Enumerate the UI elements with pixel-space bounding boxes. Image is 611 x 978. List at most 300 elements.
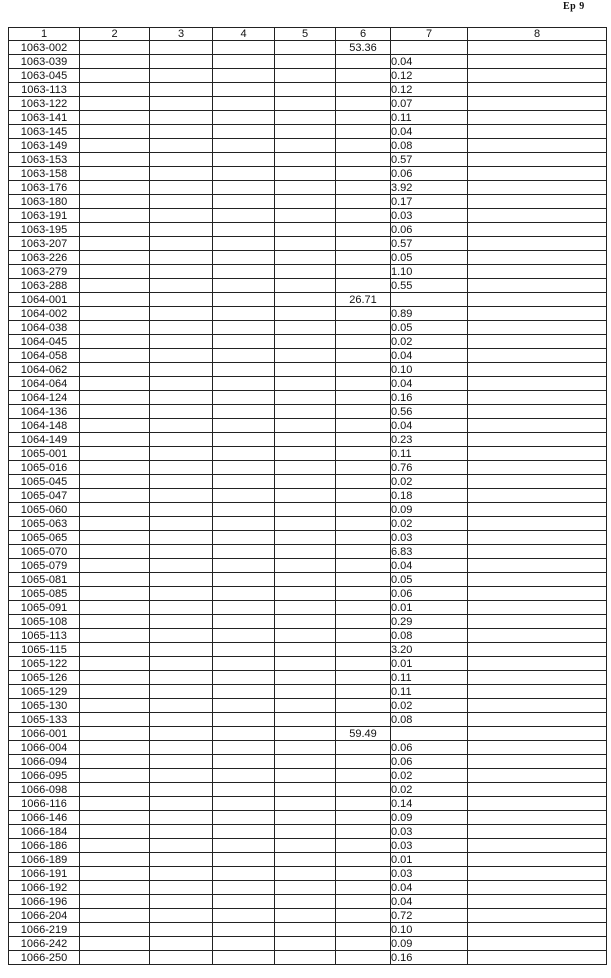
- column-7-value-cell: 1.10: [391, 265, 468, 279]
- column-5-cell: [275, 713, 336, 727]
- column-5-cell: [275, 307, 336, 321]
- column-4-cell: [213, 755, 275, 769]
- column-7-value-cell: 0.05: [391, 321, 468, 335]
- parcel-id-cell: 1066-219: [9, 923, 80, 937]
- parcel-id-cell: 1065-133: [9, 713, 80, 727]
- column-2-cell: [80, 601, 150, 615]
- column-6-value-cell: [336, 265, 391, 279]
- column-7-value-cell: 3.20: [391, 643, 468, 657]
- column-2-cell: [80, 55, 150, 69]
- parcel-id-cell: 1065-047: [9, 489, 80, 503]
- column-7-value-cell: 0.06: [391, 167, 468, 181]
- column-3-cell: [150, 419, 213, 433]
- column-3-cell: [150, 937, 213, 951]
- column-3-cell: [150, 279, 213, 293]
- column-7-value-cell: 0.17: [391, 195, 468, 209]
- column-3-cell: [150, 531, 213, 545]
- column-6-value-cell: [336, 419, 391, 433]
- column-2-cell: [80, 629, 150, 643]
- column-3-cell: [150, 881, 213, 895]
- table-row: [9, 167, 607, 181]
- column-5-cell: [275, 937, 336, 951]
- column-6-value-cell: [336, 811, 391, 825]
- column-2-cell: [80, 545, 150, 559]
- column-3-cell: [150, 139, 213, 153]
- table-row: [9, 559, 607, 573]
- column-6-value-cell: [336, 251, 391, 265]
- column-6-value-cell: [336, 195, 391, 209]
- column-7-value-cell: 0.29: [391, 615, 468, 629]
- column-7-value-cell: 0.05: [391, 251, 468, 265]
- column-5-cell: [275, 335, 336, 349]
- parcel-id-cell: 1066-204: [9, 909, 80, 923]
- column-5-cell: [275, 517, 336, 531]
- table-row: [9, 629, 607, 643]
- column-3-cell: [150, 181, 213, 195]
- column-3-cell: [150, 405, 213, 419]
- column-8-cell: [468, 363, 607, 377]
- column-2-cell: [80, 531, 150, 545]
- column-3-cell: [150, 321, 213, 335]
- column-4-cell: [213, 125, 275, 139]
- column-8-cell: [468, 517, 607, 531]
- column-8-cell: [468, 881, 607, 895]
- table-row: [9, 251, 607, 265]
- parcel-table: [8, 27, 607, 965]
- column-8-cell: [468, 125, 607, 139]
- column-7-value-cell: 0.04: [391, 559, 468, 573]
- column-5-cell: [275, 489, 336, 503]
- parcel-id-cell: 1064-136: [9, 405, 80, 419]
- column-2-cell: [80, 153, 150, 167]
- column-7-value-cell: 0.04: [391, 895, 468, 909]
- column-5-cell: [275, 867, 336, 881]
- table-row: [9, 419, 607, 433]
- column-2-cell: [80, 657, 150, 671]
- table-row: [9, 909, 607, 923]
- column-7-value-cell: 0.02: [391, 769, 468, 783]
- column-4-cell: [213, 615, 275, 629]
- column-4-cell: [213, 643, 275, 657]
- parcel-id-cell: 1065-129: [9, 685, 80, 699]
- column-7-value-cell: 0.10: [391, 923, 468, 937]
- column-3-cell: [150, 867, 213, 881]
- column-5-cell: [275, 83, 336, 97]
- parcel-id-cell: 1066-146: [9, 811, 80, 825]
- table-row: [9, 83, 607, 97]
- column-2-cell: [80, 881, 150, 895]
- parcel-id-cell: 1065-016: [9, 461, 80, 475]
- column-8-cell: [468, 643, 607, 657]
- table-row: [9, 601, 607, 615]
- column-5-cell: [275, 783, 336, 797]
- column-6-value-cell: [336, 909, 391, 923]
- column-3-cell: [150, 643, 213, 657]
- column-4-cell: [213, 195, 275, 209]
- column-8-cell: [468, 671, 607, 685]
- column-7-value-cell: 0.06: [391, 741, 468, 755]
- column-5-cell: [275, 643, 336, 657]
- column-6-value-cell: [336, 923, 391, 937]
- table-row: [9, 769, 607, 783]
- parcel-id-cell: 1066-095: [9, 769, 80, 783]
- column-5-cell: [275, 755, 336, 769]
- column-6-value-cell: [336, 461, 391, 475]
- column-6-value-cell: [336, 937, 391, 951]
- column-7-value-cell: 0.08: [391, 139, 468, 153]
- column-4-cell: [213, 937, 275, 951]
- column-6-value-cell: [336, 853, 391, 867]
- column-5-cell: [275, 223, 336, 237]
- parcel-id-cell: 1063-145: [9, 125, 80, 139]
- column-4-cell: [213, 769, 275, 783]
- column-header-3: 3: [150, 28, 213, 41]
- parcel-id-cell: 1066-004: [9, 741, 80, 755]
- column-8-cell: [468, 657, 607, 671]
- column-8-cell: [468, 349, 607, 363]
- column-3-cell: [150, 517, 213, 531]
- column-8-cell: [468, 867, 607, 881]
- column-4-cell: [213, 713, 275, 727]
- column-2-cell: [80, 209, 150, 223]
- table-row: [9, 447, 607, 461]
- column-6-value-cell: [336, 139, 391, 153]
- column-8-cell: [468, 55, 607, 69]
- column-2-cell: [80, 293, 150, 307]
- parcel-id-cell: 1063-045: [9, 69, 80, 83]
- parcel-id-cell: 1066-094: [9, 755, 80, 769]
- parcel-id-cell: 1063-158: [9, 167, 80, 181]
- table-row: [9, 797, 607, 811]
- column-2-cell: [80, 713, 150, 727]
- table-row: [9, 755, 607, 769]
- column-5-cell: [275, 125, 336, 139]
- column-5-cell: [275, 461, 336, 475]
- column-7-value-cell: 0.01: [391, 853, 468, 867]
- table-row: [9, 335, 607, 349]
- parcel-id-cell: 1066-250: [9, 951, 80, 965]
- column-4-cell: [213, 55, 275, 69]
- column-header-5: 5: [275, 28, 336, 41]
- column-7-value-cell: 0.76: [391, 461, 468, 475]
- column-4-cell: [213, 825, 275, 839]
- column-6-value-cell: [336, 391, 391, 405]
- column-2-cell: [80, 41, 150, 55]
- table-row: [9, 97, 607, 111]
- column-2-cell: [80, 951, 150, 965]
- column-4-cell: [213, 503, 275, 517]
- column-4-cell: [213, 433, 275, 447]
- table-row: [9, 265, 607, 279]
- column-2-cell: [80, 405, 150, 419]
- column-4-cell: [213, 895, 275, 909]
- column-6-value-cell: [336, 111, 391, 125]
- column-5-cell: [275, 111, 336, 125]
- column-7-value-cell: 6.83: [391, 545, 468, 559]
- column-4-cell: [213, 83, 275, 97]
- column-3-cell: [150, 839, 213, 853]
- column-7-value-cell: 0.02: [391, 699, 468, 713]
- column-6-value-cell: [336, 587, 391, 601]
- column-8-cell: [468, 335, 607, 349]
- parcel-id-cell: 1063-226: [9, 251, 80, 265]
- parcel-id-cell: 1065-001: [9, 447, 80, 461]
- parcel-id-cell: 1063-207: [9, 237, 80, 251]
- column-6-value-cell: 53.36: [336, 41, 391, 55]
- table-row: [9, 671, 607, 685]
- column-7-value-cell: 0.05: [391, 573, 468, 587]
- column-8-cell: [468, 895, 607, 909]
- column-6-value-cell: [336, 629, 391, 643]
- column-3-cell: [150, 629, 213, 643]
- table-row: [9, 391, 607, 405]
- column-8-cell: [468, 937, 607, 951]
- column-8-cell: [468, 251, 607, 265]
- column-5-cell: [275, 419, 336, 433]
- parcel-id-cell: 1063-288: [9, 279, 80, 293]
- parcel-id-cell: 1065-113: [9, 629, 80, 643]
- table-row: [9, 839, 607, 853]
- column-3-cell: [150, 545, 213, 559]
- column-3-cell: [150, 391, 213, 405]
- column-8-cell: [468, 433, 607, 447]
- column-4-cell: [213, 405, 275, 419]
- parcel-id-cell: 1066-189: [9, 853, 80, 867]
- column-2-cell: [80, 769, 150, 783]
- table-row: [9, 489, 607, 503]
- column-6-value-cell: [336, 55, 391, 69]
- table-row: [9, 69, 607, 83]
- column-2-cell: [80, 475, 150, 489]
- column-6-value-cell: [336, 657, 391, 671]
- column-7-value-cell: 0.14: [391, 797, 468, 811]
- table-row: [9, 811, 607, 825]
- column-7-value-cell: 0.57: [391, 153, 468, 167]
- column-6-value-cell: [336, 699, 391, 713]
- column-6-value-cell: [336, 433, 391, 447]
- parcel-id-cell: 1066-186: [9, 839, 80, 853]
- table-row: [9, 699, 607, 713]
- column-7-value-cell: 0.55: [391, 279, 468, 293]
- table-row: [9, 615, 607, 629]
- column-7-value-cell: 0.03: [391, 825, 468, 839]
- column-7-value-cell: 0.03: [391, 209, 468, 223]
- parcel-id-cell: 1064-058: [9, 349, 80, 363]
- parcel-id-cell: 1065-085: [9, 587, 80, 601]
- parcel-id-cell: 1063-141: [9, 111, 80, 125]
- column-3-cell: [150, 503, 213, 517]
- column-5-cell: [275, 293, 336, 307]
- column-2-cell: [80, 125, 150, 139]
- column-7-value-cell: 0.16: [391, 951, 468, 965]
- column-8-cell: [468, 811, 607, 825]
- column-header-2: 2: [80, 28, 150, 41]
- column-3-cell: [150, 587, 213, 601]
- column-8-cell: [468, 279, 607, 293]
- column-2-cell: [80, 937, 150, 951]
- column-4-cell: [213, 447, 275, 461]
- column-6-value-cell: 59.49: [336, 727, 391, 741]
- column-7-value-cell: 0.04: [391, 55, 468, 69]
- column-4-cell: [213, 223, 275, 237]
- column-4-cell: [213, 741, 275, 755]
- column-6-value-cell: [336, 755, 391, 769]
- column-3-cell: [150, 461, 213, 475]
- table-row: [9, 363, 607, 377]
- parcel-id-cell: 1063-153: [9, 153, 80, 167]
- column-2-cell: [80, 741, 150, 755]
- column-3-cell: [150, 251, 213, 265]
- column-8-cell: [468, 461, 607, 475]
- parcel-id-cell: 1065-130: [9, 699, 80, 713]
- column-5-cell: [275, 41, 336, 55]
- column-6-value-cell: [336, 153, 391, 167]
- table-row: [9, 895, 607, 909]
- column-3-cell: [150, 363, 213, 377]
- column-2-cell: [80, 923, 150, 937]
- column-4-cell: [213, 461, 275, 475]
- column-4-cell: [213, 377, 275, 391]
- column-7-value-cell: 0.02: [391, 517, 468, 531]
- column-7-value-cell: 0.57: [391, 237, 468, 251]
- column-4-cell: [213, 685, 275, 699]
- column-8-cell: [468, 503, 607, 517]
- column-7-value-cell: 0.06: [391, 223, 468, 237]
- column-7-value-cell: 0.04: [391, 881, 468, 895]
- column-6-value-cell: [336, 573, 391, 587]
- column-3-cell: [150, 713, 213, 727]
- column-6-value-cell: [336, 839, 391, 853]
- column-3-cell: [150, 489, 213, 503]
- column-8-cell: [468, 783, 607, 797]
- column-2-cell: [80, 181, 150, 195]
- parcel-id-cell: 1063-039: [9, 55, 80, 69]
- column-2-cell: [80, 699, 150, 713]
- column-2-cell: [80, 69, 150, 83]
- column-4-cell: [213, 251, 275, 265]
- column-5-cell: [275, 55, 336, 69]
- column-2-cell: [80, 811, 150, 825]
- column-3-cell: [150, 951, 213, 965]
- parcel-id-cell: 1063-195: [9, 223, 80, 237]
- table-row: [9, 293, 607, 307]
- column-8-cell: [468, 615, 607, 629]
- column-2-cell: [80, 573, 150, 587]
- column-5-cell: [275, 853, 336, 867]
- column-6-value-cell: [336, 825, 391, 839]
- parcel-id-cell: 1064-148: [9, 419, 80, 433]
- table-row: [9, 461, 607, 475]
- parcel-id-cell: 1064-064: [9, 377, 80, 391]
- column-5-cell: [275, 251, 336, 265]
- column-4-cell: [213, 69, 275, 83]
- parcel-id-cell: 1063-149: [9, 139, 80, 153]
- column-5-cell: [275, 601, 336, 615]
- column-3-cell: [150, 209, 213, 223]
- column-4-cell: [213, 209, 275, 223]
- column-4-cell: [213, 419, 275, 433]
- column-8-cell: [468, 405, 607, 419]
- column-6-value-cell: [336, 125, 391, 139]
- column-7-value-cell: 0.23: [391, 433, 468, 447]
- column-5-cell: [275, 265, 336, 279]
- table-row: [9, 307, 607, 321]
- parcel-id-cell: 1064-149: [9, 433, 80, 447]
- column-5-cell: [275, 167, 336, 181]
- column-2-cell: [80, 559, 150, 573]
- column-4-cell: [213, 601, 275, 615]
- column-4-cell: [213, 363, 275, 377]
- table-row: [9, 195, 607, 209]
- column-8-cell: [468, 741, 607, 755]
- column-3-cell: [150, 685, 213, 699]
- table-row: [9, 825, 607, 839]
- column-6-value-cell: [336, 615, 391, 629]
- column-5-cell: [275, 279, 336, 293]
- column-8-cell: [468, 265, 607, 279]
- column-8-cell: [468, 153, 607, 167]
- column-4-cell: [213, 111, 275, 125]
- column-7-value-cell: 0.09: [391, 503, 468, 517]
- column-5-cell: [275, 909, 336, 923]
- column-7-value-cell: 0.01: [391, 657, 468, 671]
- column-3-cell: [150, 55, 213, 69]
- column-6-value-cell: [336, 167, 391, 181]
- column-8-cell: [468, 531, 607, 545]
- column-8-cell: [468, 853, 607, 867]
- column-7-value-cell: 0.18: [391, 489, 468, 503]
- parcel-id-cell: 1065-081: [9, 573, 80, 587]
- column-4-cell: [213, 573, 275, 587]
- column-7-value-cell: 0.07: [391, 97, 468, 111]
- column-3-cell: [150, 111, 213, 125]
- column-5-cell: [275, 951, 336, 965]
- column-4-cell: [213, 629, 275, 643]
- column-2-cell: [80, 853, 150, 867]
- column-5-cell: [275, 881, 336, 895]
- column-3-cell: [150, 195, 213, 209]
- column-2-cell: [80, 587, 150, 601]
- parcel-id-cell: 1064-001: [9, 293, 80, 307]
- column-6-value-cell: [336, 503, 391, 517]
- table-row: [9, 573, 607, 587]
- column-3-cell: [150, 83, 213, 97]
- parcel-id-cell: 1064-045: [9, 335, 80, 349]
- column-7-value-cell: 0.11: [391, 671, 468, 685]
- column-7-value-cell: 0.04: [391, 377, 468, 391]
- column-3-cell: [150, 825, 213, 839]
- column-6-value-cell: [336, 349, 391, 363]
- column-4-cell: [213, 545, 275, 559]
- column-6-value-cell: [336, 783, 391, 797]
- column-7-value-cell: 0.06: [391, 587, 468, 601]
- column-3-cell: [150, 727, 213, 741]
- column-5-cell: [275, 839, 336, 853]
- column-2-cell: [80, 83, 150, 97]
- column-7-value-cell: 0.12: [391, 83, 468, 97]
- column-6-value-cell: [336, 181, 391, 195]
- column-5-cell: [275, 195, 336, 209]
- column-4-cell: [213, 321, 275, 335]
- column-8-cell: [468, 419, 607, 433]
- parcel-id-cell: 1063-176: [9, 181, 80, 195]
- column-8-cell: [468, 769, 607, 783]
- header-row: [9, 28, 607, 41]
- column-8-cell: [468, 545, 607, 559]
- column-4-cell: [213, 587, 275, 601]
- column-7-value-cell: 0.02: [391, 335, 468, 349]
- column-2-cell: [80, 685, 150, 699]
